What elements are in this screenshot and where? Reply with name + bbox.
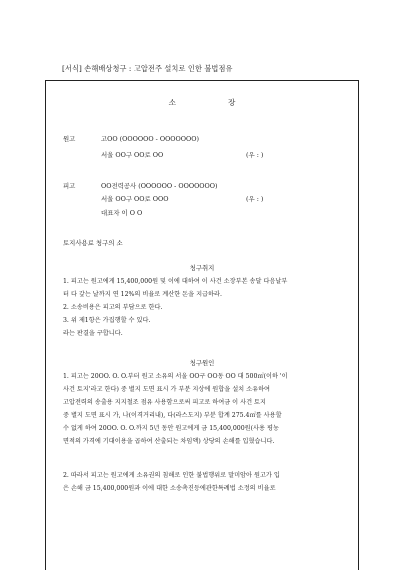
defendant-representative: 대표자 이 O O [101,209,143,217]
defendant-role: 피고 [63,182,76,190]
title-left-char: 소 [168,98,176,107]
cause-line: 2. 따라서 피고는 원고에게 소유권의 침해로 인한 불법행위로 말미암아 원고가 입 [63,472,280,479]
claim-line: 1. 피고는 원고에게 15,400,000원 및 이에 대하여 이 사건 소장부본 송달 다음날부 [63,278,288,285]
form-header: [서식] 손해배상청구 : 고압전주 설치로 인한 불법점유 [62,64,233,73]
claim-line: 라는 판결을 구합니다. [63,330,123,337]
cause-line: 중 별지 도면 표시 가, 나(이격거리내), 다(라스도지) 부분 합계 275.4㎡를 사용할 [63,412,282,419]
document-title [46,97,358,108]
cause-line: 1. 피고는 20OO. O. O.부터 원고 소유의 서울 OO구 OO동 OO 대 500㎡(이하 '이 [63,373,288,380]
defendant-name: OO전력공사 (OOOOOO - OOOOOOO) [101,182,218,190]
cause-line: 고압전력의 송출용 지지철조 점유 사용함으로써 피고로 하여금 이 사건 토지 [63,399,266,406]
cause-line: 면적의 가격에 기대이용을 곱하여 산출되는 차임액) 상당의 손해를 입혔습니다. [63,438,275,445]
claims-list [63,275,349,340]
cause-heading: 청구원인 [189,359,215,367]
cause-paragraph-1 [63,370,349,448]
cause-line: 수 없게 하여 20OO. O. O.까지 5년 동안 원고에게 금 15,400,000원(사용 평농 [63,425,279,432]
cause-line: 은 손해 금 15,400,000원과 이에 대한 소송촉진등에관한특례법 소정의 비율로 [63,485,276,492]
cause-line: 사건 토지'라고 한다) 중 별지 도면 표시 가 부분 지상에 원합을 설치 소유하여 [63,386,271,393]
claim-line: 2. 소송비용은 피고의 부담으로 한다. [63,304,163,311]
cause-paragraph-2 [63,469,349,495]
plaintiff-name: 고OO (OOOOOO - OOOOOOO) [101,135,200,143]
defendant-address: 서울 OO구 OO로 OOO [101,195,169,203]
plaintiff-role: 원고 [63,135,76,143]
claim-heading: 청구취지 [189,264,215,272]
plaintiff-address: 서울 OO구 OO로 OO [101,151,164,159]
plaintiff-postal: (우 : ) [246,151,264,159]
title-right-char: 장 [228,98,236,107]
claim-line: 터 다 갚는 날까지 연 12%의 비율로 계산한 돈을 지급하라. [63,291,222,298]
claim-line: 3. 위 제1항은 가집행할 수 있다. [63,317,151,324]
complaint-document [45,80,359,570]
defendant-postal: (우 : ) [246,195,264,203]
case-name: 토지사용료 청구의 소 [63,239,123,247]
